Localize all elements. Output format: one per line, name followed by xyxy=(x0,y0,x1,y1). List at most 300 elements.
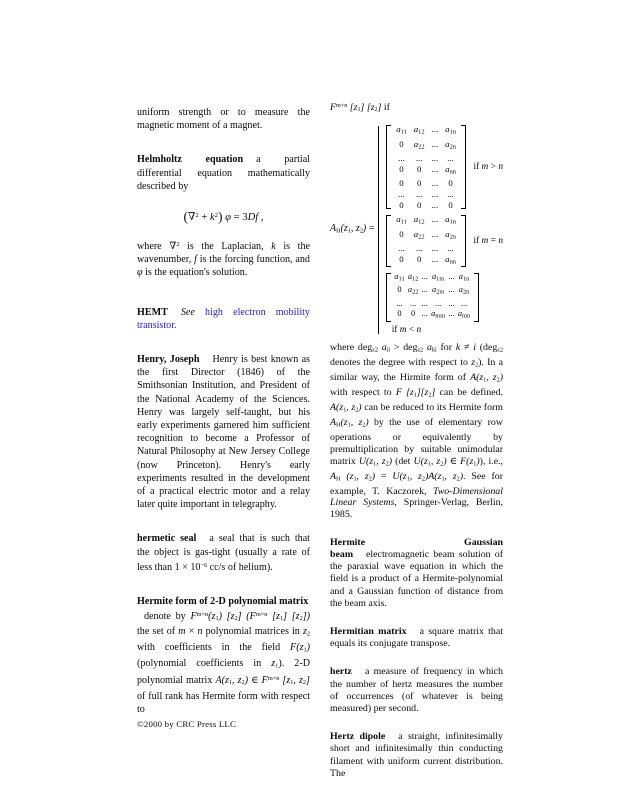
text-run: (polynomial coefficients in xyxy=(137,657,272,669)
matrix-cell: 0 xyxy=(399,228,404,239)
matrix-cell: ... xyxy=(431,177,439,188)
text-run: [z xyxy=(347,101,358,113)
text-run: a measure of frequency in which the number of hertz measures the number of occurrences (of whatever is being measured) per second. xyxy=(330,666,503,715)
text-run: with respect to xyxy=(330,387,396,399)
text-run: φ xyxy=(222,211,232,223)
matrix xyxy=(386,214,467,268)
text-run: , z xyxy=(356,470,369,482)
text-run: , z xyxy=(350,417,363,429)
text-run: 2 xyxy=(374,107,378,114)
text-run: 1 xyxy=(353,476,357,483)
text-run: F xyxy=(190,610,197,622)
text-run: ) xyxy=(388,455,392,467)
text-run: the set of xyxy=(137,626,179,638)
text-run: F xyxy=(395,387,402,399)
text-run: n xyxy=(197,626,203,638)
matrix-cell: a2m xyxy=(431,285,445,296)
matrix-cell: amm xyxy=(431,309,446,320)
text-run: n xyxy=(416,324,422,335)
text-run: Henry is best known as the first Director (1846) of the Smithsonian Institution, and President of the National Academy of the Sciences. Henry was largely self-taught, but his early experiments garnered him sufficient recognition to become a Professor of Natural Philosophy at New Jersey College (now Princeton). Henry's early experiments resulted in the development of a practical electric motor and a relay later quite important in telegraphy. xyxy=(137,354,310,511)
text-run: F xyxy=(290,642,297,654)
matrix-cell: ... xyxy=(431,214,439,225)
matrix-cell: ... xyxy=(447,188,454,199)
matrix-cell: a1n xyxy=(458,272,470,283)
where-degree-paragraph xyxy=(330,342,503,521)
text-run: 1 xyxy=(228,679,233,687)
matrix-body xyxy=(393,124,460,210)
matrix-cell: a22 xyxy=(413,138,425,151)
matrix-cell: ... xyxy=(415,242,423,253)
continuation-paragraph xyxy=(137,106,310,132)
continuation-formula-line xyxy=(330,100,503,116)
matrix-bracket-left xyxy=(386,215,391,267)
text-run: (z xyxy=(340,470,354,482)
matrix-cell: 0 xyxy=(399,138,404,149)
text-run: denote by xyxy=(144,610,191,622)
matrix-cell: ... xyxy=(431,253,439,264)
entry-hermitian-matrix xyxy=(330,626,503,650)
text-run: ] xyxy=(431,387,436,399)
matrix-with-condition xyxy=(386,272,479,336)
case-condition xyxy=(392,324,479,336)
text-run: 1 xyxy=(413,392,417,399)
text-run: ii xyxy=(386,347,391,354)
matrix-cell: ... xyxy=(448,298,455,308)
case-condition xyxy=(473,161,503,173)
matrix-cell: a22 xyxy=(407,285,419,296)
right-column xyxy=(330,100,503,780)
cross-reference-link[interactable]: high electron mobility transistor. xyxy=(137,306,310,331)
matrix-cell: 0 xyxy=(399,177,404,188)
matrix-cell: ann xyxy=(445,253,456,266)
text-run: (z xyxy=(296,642,304,654)
text-run: H xyxy=(336,227,341,235)
text-run: is the forcing function, and xyxy=(196,254,310,266)
text-run: Df xyxy=(247,211,259,223)
text-run: (z xyxy=(466,455,474,467)
text-run: 2 xyxy=(385,460,389,467)
matrix xyxy=(386,124,467,210)
text-run: 2 xyxy=(362,422,366,429)
text-run: 1 xyxy=(279,615,284,623)
text-run: [z xyxy=(401,387,414,399)
entry-hemt xyxy=(137,306,310,332)
text-run: A xyxy=(330,222,337,234)
text-run: ) [z xyxy=(218,610,235,622)
text-run: 1 xyxy=(347,227,351,235)
text-run: of full rank has Hermite form with respect to xyxy=(137,690,310,715)
text-run: can be defined. xyxy=(435,387,504,399)
text-run: by the use of elementary row operations or equivalently by premultiplication by suitable unimodular matrix xyxy=(330,417,503,467)
text-run: ] [z xyxy=(360,101,375,113)
case-condition xyxy=(473,235,503,247)
text-run: (z xyxy=(420,455,428,467)
helmholtz-formula xyxy=(137,209,310,224)
matrix-cell: 0 xyxy=(416,253,422,264)
text-run: . See for example, T. Kaczorek, xyxy=(330,470,503,497)
left-column xyxy=(137,106,310,716)
text-run: a xyxy=(427,341,432,353)
text-run: ∇ xyxy=(169,240,177,252)
text-run: Two-Dimensional Linear Systems xyxy=(330,485,503,509)
matrix-cell: ... xyxy=(398,152,405,163)
text-run: Hermitian matrix xyxy=(330,626,407,638)
text-run: 1 xyxy=(357,107,361,114)
text-run: is the Laplacian, xyxy=(179,240,272,252)
matrix-case xyxy=(386,272,503,336)
matrix-cases-column xyxy=(386,124,503,336)
text-run: ∈ xyxy=(446,455,461,467)
text-run: ≠ xyxy=(460,341,474,353)
text-run: (z xyxy=(208,610,216,622)
matrix-cell: a22 xyxy=(413,228,425,241)
text-run: ) xyxy=(459,470,464,482)
text-run: 1 xyxy=(275,661,279,669)
text-run: φ xyxy=(137,267,143,279)
text-run: Hermite form of 2-D polynomial matrix xyxy=(137,595,309,607)
matrix-bracket-right xyxy=(461,215,466,267)
matrix-cell: a1m xyxy=(431,272,445,283)
text-run: (z xyxy=(366,455,374,467)
text-run: = 3 xyxy=(231,211,248,223)
text-run xyxy=(195,307,205,318)
text-run: = xyxy=(488,236,499,247)
text-run: U xyxy=(413,455,421,467)
copyright-notice: ©2000 by CRC Press LLC xyxy=(137,719,237,729)
text-run: ). In a similar way, the Hirmite form of xyxy=(330,357,503,384)
text-run: HEMT xyxy=(137,306,168,318)
text-run: ) xyxy=(371,470,376,482)
text-run: A xyxy=(330,402,337,414)
matrix-cell: ... xyxy=(447,242,454,253)
text-run: where xyxy=(137,240,170,252)
matrix-cell: a2n xyxy=(458,285,470,296)
text-run: 2 xyxy=(456,476,460,483)
entry-hermite-form-heading xyxy=(137,595,310,608)
laplacian-note-paragraph xyxy=(137,238,310,279)
text-run: is the equation's solution. xyxy=(142,267,248,279)
text-run: a xyxy=(381,341,387,353)
text-run: ) xyxy=(443,455,447,467)
text-run: n xyxy=(498,236,503,247)
text-run: ). 2-D polynomial matrix xyxy=(137,657,310,686)
text-run: A xyxy=(330,470,337,482)
matrix-cell: ... xyxy=(415,188,423,199)
matrix-cell: a2n xyxy=(445,228,456,241)
text-run: U xyxy=(358,455,367,467)
entry-henry-joseph xyxy=(137,353,310,511)
text-run: H xyxy=(336,422,341,429)
matrix-cell: ... xyxy=(421,309,428,319)
entry-hermite-form-body xyxy=(137,608,310,716)
text-run: F xyxy=(261,675,268,686)
text-run: a square matrix that equals its conjugate transpose. xyxy=(330,626,503,650)
text-run: 1 xyxy=(441,476,445,483)
text-run: 2 xyxy=(299,615,303,623)
matrix-case xyxy=(386,124,503,210)
text-run: for xyxy=(436,341,456,353)
text-run: ki xyxy=(431,347,437,354)
text-run: 1 xyxy=(215,615,219,623)
text-run: cc/s of helium). xyxy=(207,561,273,573)
text-run: k xyxy=(455,341,461,353)
text-run: , Springer-Verlag, Berlin, 1985. xyxy=(330,497,503,521)
text-run: Hertz dipole xyxy=(330,731,386,743)
text-run: 2 xyxy=(195,212,199,220)
text-run: ∇ xyxy=(188,211,196,223)
text-run: F xyxy=(330,101,337,113)
text-run: (z xyxy=(340,222,348,234)
text-run: See xyxy=(180,306,195,318)
text-run: 1 xyxy=(373,460,377,467)
text-run: ) xyxy=(476,455,480,467)
text-run: , z xyxy=(293,675,303,686)
text-run: 2 xyxy=(241,679,245,687)
matrix-cell: a1n xyxy=(445,214,456,226)
text-run: z xyxy=(302,626,307,638)
matrix-bracket-left xyxy=(386,125,391,209)
text-run: , z xyxy=(232,675,242,686)
text-run: (deg xyxy=(475,341,498,353)
matrix xyxy=(386,272,479,323)
text-run: 1 xyxy=(427,460,431,467)
matrix-cell: ... xyxy=(448,285,455,295)
text-run: A xyxy=(428,470,435,482)
matrix-cell: 0 xyxy=(416,199,422,210)
text-run: k xyxy=(271,240,276,252)
matrix-cell: 0 xyxy=(399,253,404,264)
text-run: is the wavenumber, xyxy=(137,240,310,266)
text-run: Henry, Joseph xyxy=(137,354,200,365)
text-run: a straight, infinitesimally short and infinitesimally thin conducting filament with uniform current distribution. The xyxy=(330,731,503,779)
text-run: (z xyxy=(221,675,229,686)
matrix-body xyxy=(393,272,472,323)
text-run: a partial differential equation mathematically described by xyxy=(137,154,310,192)
text-run: , z xyxy=(409,470,422,482)
text-run: , z xyxy=(430,455,441,467)
text-run: ] xyxy=(306,675,310,686)
matrix-cell: a12 xyxy=(413,214,425,226)
text-run: ) xyxy=(424,470,429,482)
matrix-cell: ... xyxy=(447,152,454,163)
matrix-lhs xyxy=(330,223,374,238)
text-run: 2 xyxy=(496,377,500,384)
text-run: F xyxy=(249,610,256,622)
text-run: a seal that is such that the object is gas-tight (usually a rate of less than 1 × 10 xyxy=(137,533,310,573)
text-run: (z xyxy=(336,402,344,414)
matrix-cell: ann xyxy=(445,163,456,176)
text-run: polynomial matrices in xyxy=(202,626,303,638)
text-run: 2 xyxy=(421,476,425,483)
text-run: (z xyxy=(340,417,348,429)
text-run: with coefficients in the field xyxy=(137,642,291,654)
text-run: ][z xyxy=(416,387,429,399)
text-run: > deg xyxy=(390,341,418,353)
text-run: denotes the degree with respect to xyxy=(330,357,472,368)
matrix-cell: ... xyxy=(431,124,439,135)
matrix-bracket-right xyxy=(461,125,466,209)
text-run: if xyxy=(391,324,400,335)
matrix-bracket-left xyxy=(386,273,391,322)
matrix-cell: a12 xyxy=(407,272,419,283)
matrix-cell: ... xyxy=(409,298,417,308)
text-run: ) xyxy=(499,372,504,384)
matrix-cell: amn xyxy=(457,309,471,320)
matrix-cell: 0 xyxy=(399,163,404,174)
text-run: ), i.e., xyxy=(479,455,504,467)
matrix-cell: 0 xyxy=(397,285,402,295)
text-run: 1 xyxy=(473,460,477,467)
text-run: ] ( xyxy=(237,610,250,622)
text-run: i xyxy=(473,341,476,353)
text-run: ]) xyxy=(302,610,310,622)
matrix-bracket-right xyxy=(474,273,479,322)
text-run: m xyxy=(481,236,489,247)
matrix-cell: ... xyxy=(434,298,442,308)
text-run: if xyxy=(473,162,482,173)
matrix-cell: ... xyxy=(460,298,468,308)
text-run: if xyxy=(473,236,482,247)
text-run: 2 xyxy=(475,362,479,369)
text-run: Hermite Gaussian beam xyxy=(330,536,503,561)
text-run: F xyxy=(460,455,467,467)
text-run: , z xyxy=(346,402,356,414)
text-run: if xyxy=(381,101,390,113)
text-run: ( xyxy=(183,208,189,224)
text-run: k xyxy=(210,211,215,223)
text-run: 2 xyxy=(440,460,444,467)
text-run: 2 xyxy=(176,241,180,249)
matrix-cell: ... xyxy=(398,188,405,199)
matrix-cell: ... xyxy=(421,298,428,308)
text-run: ) xyxy=(365,417,369,429)
text-run: ∈ xyxy=(248,675,262,686)
matrix-cell: a11 xyxy=(396,214,407,226)
text-run: [z xyxy=(279,675,291,686)
text-run: U xyxy=(392,470,400,482)
text-run: , z xyxy=(486,372,497,384)
text-run: z2 xyxy=(417,347,424,354)
text-run: , xyxy=(258,211,264,223)
text-run: [z xyxy=(267,610,280,622)
text-run: = xyxy=(375,470,393,482)
hermite-form-cases-display xyxy=(330,124,503,336)
text-run: < xyxy=(406,324,417,335)
text-run: hertz xyxy=(330,666,352,678)
text-run: 1 xyxy=(483,377,487,384)
text-run: z2 xyxy=(372,347,378,354)
text-run: 2 xyxy=(368,476,372,483)
entry-hermetic-seal xyxy=(137,532,310,573)
matrix-cell: 0 xyxy=(411,309,416,319)
matrix-cell: ... xyxy=(431,163,439,174)
text-run: m×n xyxy=(255,611,268,619)
text-run: 2 xyxy=(306,630,310,638)
text-run: , z xyxy=(376,455,386,467)
text-run: ] xyxy=(377,101,382,113)
text-run: ) xyxy=(306,642,310,654)
matrix-cell: ... xyxy=(431,188,439,199)
matrix-cell: ... xyxy=(396,298,403,308)
text-run: Helmholtz equation xyxy=(137,154,244,166)
text-run: −6 xyxy=(200,561,208,569)
matrix-cell: ... xyxy=(431,152,439,163)
text-run: can be reduced to its Hermite form xyxy=(361,402,503,414)
matrix-cell: ... xyxy=(398,242,405,253)
text-run: (z xyxy=(476,372,484,384)
text-run: 1 xyxy=(406,476,410,483)
entry-helmholtz-equation xyxy=(137,153,310,193)
matrix-cell: a11 xyxy=(394,272,405,283)
text-run: ) xyxy=(362,222,367,234)
text-run: where deg xyxy=(330,341,373,353)
matrix-cell: ... xyxy=(421,285,428,295)
text-run: m×n xyxy=(267,675,280,683)
matrix-cell: ... xyxy=(431,242,439,253)
text-run: 2 xyxy=(428,392,432,399)
matrix-cell: a11 xyxy=(396,124,407,136)
text-run: H xyxy=(336,476,341,483)
text-run: 2 xyxy=(355,407,359,414)
text-run: hermetic seal xyxy=(137,533,197,545)
matrix-cell: a1n xyxy=(445,124,456,136)
entry-hertz-dipole xyxy=(330,731,503,780)
text-run: A xyxy=(470,372,477,384)
text-run: m xyxy=(481,162,489,173)
text-run: f xyxy=(194,254,197,266)
text-run: 1 xyxy=(290,679,294,687)
text-run: 1 xyxy=(347,422,351,429)
text-run: , z xyxy=(444,470,457,482)
matrix-body xyxy=(393,214,460,268)
text-run: m xyxy=(178,626,186,638)
text-run: , z xyxy=(350,222,360,234)
text-run: z xyxy=(471,357,476,368)
text-run: 2 xyxy=(302,679,307,687)
matrix-cell: ... xyxy=(448,272,455,282)
text-run: (det xyxy=(391,455,414,467)
matrix-cell: ... xyxy=(431,228,439,239)
text-run: A xyxy=(330,417,337,429)
matrix-cell: 0 xyxy=(416,163,422,174)
text-run: 2 xyxy=(359,227,363,235)
left-brace xyxy=(378,126,382,334)
matrix-cell: a12 xyxy=(413,124,425,136)
entry-hertz xyxy=(330,666,503,715)
matrix-cell: ... xyxy=(448,309,455,319)
matrix-cell: ... xyxy=(431,138,439,149)
text-run: uniform strength or to measure the magnetic moment of a magnet. xyxy=(137,107,310,132)
matrix-cell: 0 xyxy=(448,177,453,188)
text-run: electromagnetic beam solution of the paraxial wave equation in which the field is a product of a Hermite-polynomial and a Gaussian function of distance from the beam axis. xyxy=(330,549,503,609)
matrix-case xyxy=(386,214,503,268)
text-run: (z xyxy=(399,470,407,482)
text-run: A xyxy=(215,675,222,686)
text-run: ) xyxy=(217,208,223,224)
matrix-cell: 0 xyxy=(416,177,422,188)
text-run: z2 xyxy=(497,347,504,354)
text-run: n xyxy=(498,162,503,173)
matrix-cell: 0 xyxy=(397,309,402,319)
text-run: m×n xyxy=(196,611,209,619)
text-run: 1 xyxy=(303,646,307,654)
matrix-cell: 0 xyxy=(399,199,404,210)
matrix-cell: ... xyxy=(415,152,423,163)
text-run: m xyxy=(399,324,407,335)
matrix-cell: ... xyxy=(431,199,439,210)
text-run: ) xyxy=(358,402,362,414)
matrix-cell: 0 xyxy=(448,199,453,210)
